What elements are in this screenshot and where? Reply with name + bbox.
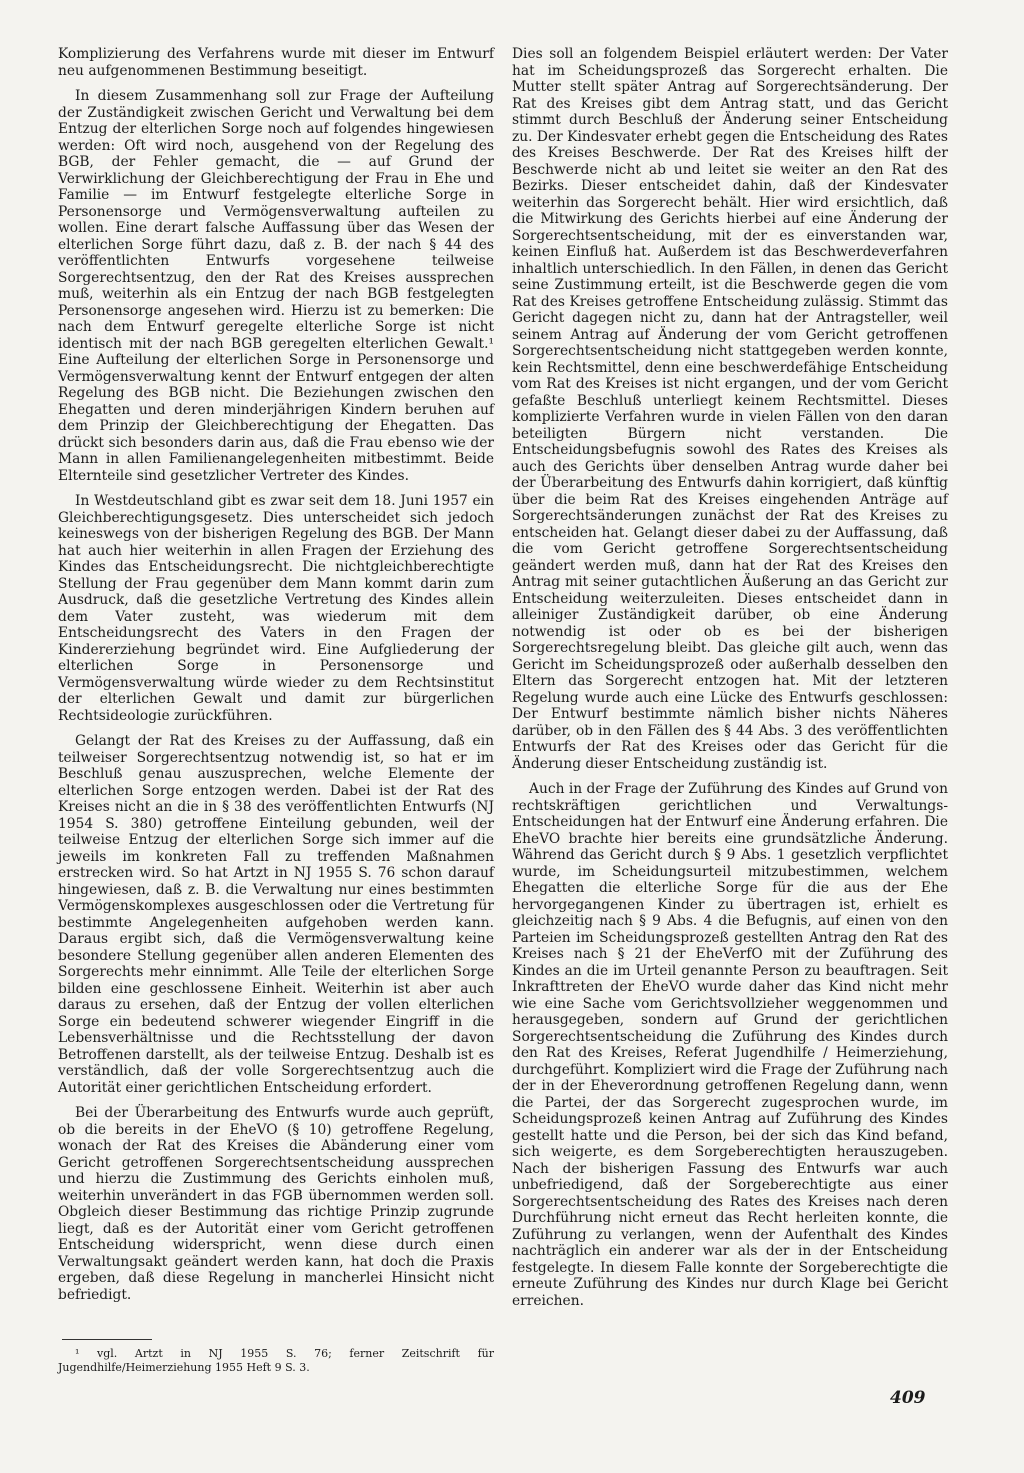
paragraph: Gelangt der Rat des Kreises zu der Auffassung, daß ein teilweiser Sorgerechtsentzug notwendig ist, so hat er im Beschluß genau auszusprechen, welche Elemente der elterlichen Sorge entzogen werden. Dabei ist der Rat des Kreises nicht an die in § 38 des veröffentlichten Entwurfs (NJ 1954 S. 380) getroffene Einteilung gebunden, weil der teilweise Entzug der elterlichen Sorge sich immer auf die jeweils im konkreten Fall zu treffenden Maßnahmen erstrecken wird. So hat Artzt in NJ 1955 S. 76 schon darauf hingewiesen, daß z. B. die Verwaltung nur eines bestimmten Vermögenskomplexes ausgeschlossen oder die Vertretung für bestimmte Angelegenheiten aufgehoben werden kann. Daraus ergibt sich, daß die Vermögensverwaltung keine besondere Stellung gegenüber allen anderen Elementen des Sorgerechts mehr einnimmt. Alle Teile der elterlichen Sorge bilden eine geschlossene Einheit. Weiterhin ist aber auch daraus zu ersehen, daß der Entzug der vollen elterlichen Sorge ein bedeutend schwerer wiegender Eingriff in die Lebensverhältnisse und die Rechtsstellung der davon Betroffenen darstellt, als der teilweise Entzug. Deshalb ist es verständlich, daß der volle Sorgerechtsentzug auch die Autorität einer gerichtlichen Entscheidung erfordert. (58, 733, 494, 1096)
footnote-divider (62, 1339, 152, 1340)
footnote: ¹ vgl. Artzt in NJ 1955 S. 76; ferner Zeitschrift für Jugendhilfe/Heimerziehung 1955 Heft 9 S. 3. (58, 1347, 494, 1374)
paragraph: Bei der Überarbeitung des Entwurfs wurde auch geprüft, ob die bereits in der EheVO (§ 10) getroffene Regelung, wonach der Rat des Kreises die Abänderung einer vom Gericht getroffenen Sorgerechtsentscheidung aussprechen und hierzu die Zustimmung des Gerichts einholen muß, weiterhin unverändert in das FGB übernommen werden soll. Obgleich dieser Bestimmung das richtige Prinzip zugrunde liegt, daß es der Autorität einer vom Gericht getroffenen Entscheidung widerspricht, wenn diese durch einen Verwaltungsakt geändert werden kann, hat doch die Praxis ergeben, daß diese Regelung in mancherlei Hinsicht nicht befriedigt. (58, 1105, 494, 1303)
page-number: 409 (890, 1388, 926, 1408)
paragraph: In diesem Zusammenhang soll zur Frage der Aufteilung der Zuständigkeit zwischen Gericht und Verwaltung bei dem Entzug der elterlichen Sorge noch auf folgendes hingewiesen werden: Oft wird noch, ausgehend von der Regelung des BGB, der Fehler gemacht, die — auf Grund der Verwirklichung der Gleichberechtigung der Frau in Ehe und Familie — im Entwurf festgelegte elterliche Sorge in Personensorge und Vermögensverwaltung aufteilen zu wollen. Eine derart falsche Auffassung über das Wesen der elterlichen Sorge führt dazu, daß z. B. der nach § 44 des veröffentlichten Entwurfs vorgesehene teilweise Sorgerechtsentzug, den der Rat des Kreises aussprechen muß, weiterhin als ein Entzug der nach BGB festgelegten Personensorge angesehen wird. Hierzu ist zu bemerken: Die nach dem Entwurf geregelte elterliche Sorge ist nicht identisch mit der nach BGB geregelten elterlichen Gewalt.¹ Eine Aufteilung der elterlichen Sorge in Personensorge und Vermögensverwaltung kennt der Entwurf entgegen der alten Regelung des BGB nicht. Die Beziehungen zwischen den Ehegatten und deren minderjährigen Kindern beruhen auf dem Prinzip der Gleichberechtigung der Ehegatten. Das drückt sich besonders darin aus, daß die Frau ebenso wie der Mann in allen Familienangelegenheiten mitbestimmt. Beide Elternteile sind gesetzlicher Vertreter des Kindes. (58, 88, 494, 484)
left-column (58, 46, 494, 1312)
paragraph: Komplizierung des Verfahrens wurde mit dieser im Entwurf neu aufgenommenen Bestimmung beseitigt. (58, 46, 494, 79)
right-column (512, 46, 948, 1318)
paragraph: Dies soll an folgendem Beispiel erläutert werden: Der Vater hat im Scheidungsprozeß das Sorgerecht erhalten. Die Mutter stellt später Antrag auf Sorgerechtsänderung. Der Rat des Kreises gibt dem Antrag statt, und das Gericht stimmt durch Beschluß der Änderung seiner Entscheidung zu. Der Kindesvater erhebt gegen die Entscheidung des Rates des Kreises Beschwerde. Der Rat des Kreises hilft der Beschwerde nicht ab und leitet sie weiter an den Rat des Bezirks. Dieser entscheidet dahin, daß der Kindesvater weiterhin das Sorgerecht behält. Hier wird ersichtlich, daß die Mitwirkung des Gerichts hierbei auf eine Änderung der Sorgerechtsentscheidung, mit der es einverstanden war, keinen Einfluß hat. Außerdem ist das Beschwerdeverfahren inhaltlich unterschiedlich. In den Fällen, in denen das Gericht seine Zustimmung erteilt, ist die Beschwerde gegen die vom Rat des Kreises getroffene Entscheidung zulässig. Stimmt das Gericht dagegen nicht zu, dann hat der Antragsteller, weil seinem Antrag auf Änderung der vom Gericht getroffenen Sorgerechtsentscheidung nicht stattgegeben werden konnte, kein Rechtsmittel, denn eine beschwerdefähige Entscheidung vom Rat des Kreises ist nicht ergangen, und der vom Gericht gefaßte Beschluß unterliegt keinem Rechtsmittel. Dieses komplizierte Verfahren wurde in vielen Fällen von den daran beteiligten Bürgern nicht verstanden. Die Entscheidungsbefugnis sowohl des Rates des Kreises als auch des Gerichts über denselben Antrag wurde daher bei der Überarbeitung des Entwurfs dahin korrigiert, daß künftig über die beim Rat des Kreises eingehenden Anträge auf Sorgerechtsänderungen zunächst der Rat des Kreises zu entscheiden hat. Gelangt dieser dabei zu der Auffassung, daß die vom Gericht getroffene Sorgerechtsentscheidung geändert werden muß, dann hat der Rat des Kreises den Antrag mit seiner gutachtlichen Äußerung an das Gericht zur Entscheidung weiterzuleiten. Dieses entscheidet dann in alleiniger Zuständigkeit darüber, ob eine Änderung notwendig ist oder ob es bei der bisherigen Sorgerechtsregelung bleibt. Das gleiche gilt auch, wenn das Gericht im Scheidungsprozeß oder außerhalb desselben den Eltern das Sorgerecht entzogen hat. Mit der letzteren Regelung wurde auch eine Lücke des Entwurfs geschlossen: Der Entwurf bestimmte nämlich bisher nichts Näheres darüber, ob in den Fällen des § 44 Abs. 3 des veröffentlichten Entwurfs der Rat des Kreises oder das Gericht für die Änderung dieser Entscheidung zuständig ist. (512, 46, 948, 772)
paragraph: In Westdeutschland gibt es zwar seit dem 18. Juni 1957 ein Gleichberechtigungsgesetz. Dies unterscheidet sich jedoch keineswegs von der bisherigen Regelung des BGB. Der Mann hat auch hier weiterhin in allen Fragen der Erziehung des Kindes das Entscheidungsrecht. Die nichtgleichberechtigte Stellung der Frau gegenüber dem Mann kommt darin zum Ausdruck, daß die gesetzliche Vertretung des Kindes allein dem Vater zusteht, was wiederum mit dem Entscheidungsrecht des Vaters in den Fragen der Kindererziehung begründet wird. Eine Aufgliederung der elterlichen Sorge in Personensorge und Vermögensverwaltung würde wieder zu dem Rechtsinstitut der elterlichen Gewalt und damit zur bürgerlichen Rechtsideologie zurückführen. (58, 493, 494, 724)
paragraph: Auch in der Frage der Zuführung des Kindes auf Grund von rechtskräftigen gerichtlichen und Verwaltungs-Entscheidungen hat der Entwurf eine Änderung erfahren. Die EheVO brachte hier bereits eine grundsätzliche Änderung. Während das Gericht durch § 9 Abs. 1 gesetzlich verpflichtet wurde, im Scheidungsurteil mitzubestimmen, welchem Ehegatten die elterliche Sorge für die aus der Ehe hervorgegangenen Kinder zu übertragen ist, erhielt es gleichzeitig nach § 9 Abs. 4 die Befugnis, auf einen von den Parteien im Scheidungsprozeß gestellten Antrag den Rat des Kreises nach § 21 der EheVerfO mit der Zuführung des Kindes an die im Urteil genannte Person zu beauftragen. Seit Inkrafttreten der EheVO wurde daher das Kind nicht mehr wie eine Sache vom Gerichtsvollzieher weggenommen und herausgegeben, sondern auf Grund der gerichtlichen Sorgerechtsentscheidung die Zuführung des Kindes durch den Rat des Kreises, Referat Jugendhilfe / Heimerziehung, durchgeführt. Kompliziert wird die Frage der Zuführung nach der in der Eheverordnung getroffenen Regelung dann, wenn die Partei, der das Sorgerecht zugesprochen wurde, im Scheidungsprozeß keinen Antrag auf Zuführung des Kindes gestellt hatte und die Person, bei der sich das Kind befand, sich weigerte, es dem Sorgeberechtigten herauszugeben. Nach der bisherigen Fassung des Entwurfs war auch unbefriedigend, daß der Sorgeberechtigte aus einer Sorgerechtsentscheidung des Rates des Kreises nach deren Durchführung nicht erneut das Recht herleiten konnte, die Zuführung zu verlangen, wenn der Aufenthalt des Kindes nachträglich ein anderer war als der in der Entscheidung festgelegte. In diesem Falle konnte der Sorgeberechtigte die erneute Zuführung des Kindes nur durch Klage bei Gericht erreichen. (512, 781, 948, 1309)
